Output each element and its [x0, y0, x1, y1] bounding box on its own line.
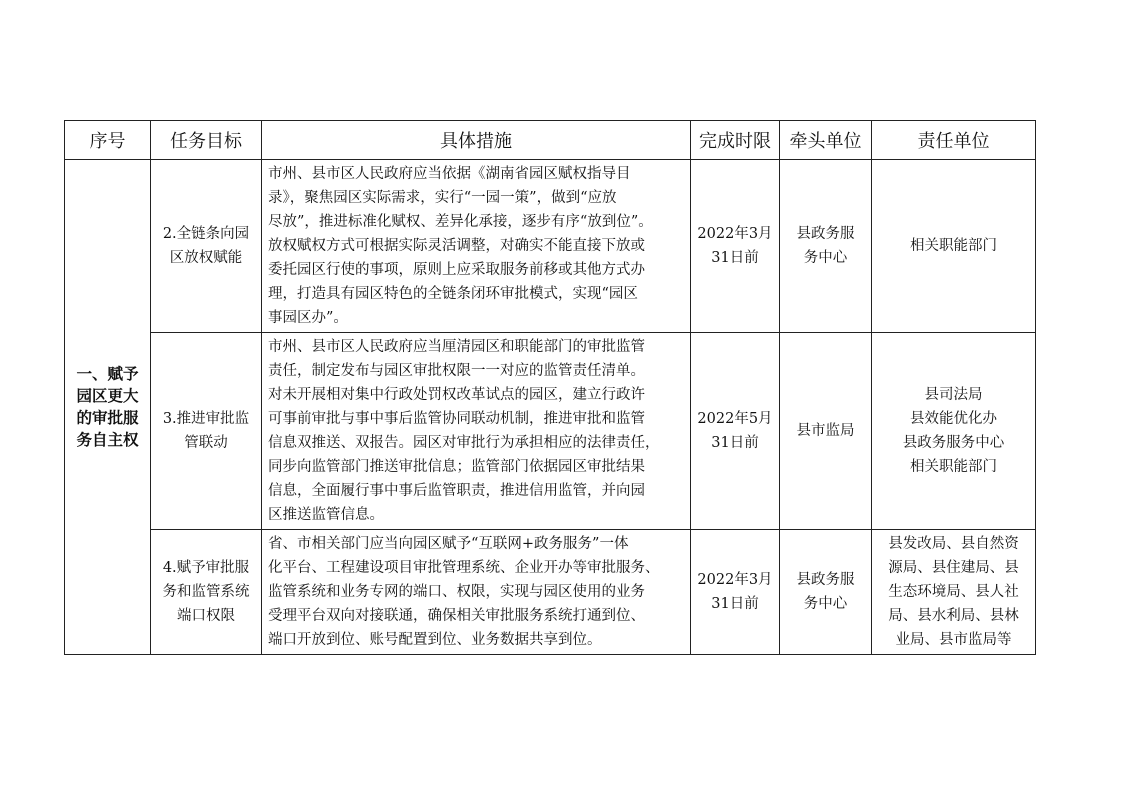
task-measures-line: 受理平台双向对接联通，确保相关审批服务系统打通到位、 [268, 608, 645, 624]
group-label-line: 的审批服 [76, 409, 139, 427]
responsible-unit-line: 相关职能部门 [910, 459, 997, 475]
responsible-unit [872, 530, 1036, 655]
table-row [65, 160, 1036, 333]
lead-unit [780, 160, 872, 333]
responsible-unit-line: 县发改局、县自然资 [888, 536, 1019, 552]
task-measures-line: 化平台、工程建设项目审批管理系统、企业开办等审批服务、 [268, 560, 660, 576]
responsible-unit [872, 333, 1036, 530]
task-goal-line: 2.全链条向园 [162, 226, 250, 242]
lead-unit [780, 333, 872, 530]
task-measures-line: 监管系统和业务专网的端口、权限，实现与园区使用的业务 [268, 584, 645, 600]
header-goal: 任务目标 [151, 121, 262, 160]
responsible-unit-line: 县效能优化办 [910, 411, 997, 427]
task-goal-line: 4.赋予审批服 [162, 560, 250, 576]
task-deadline-line: 2022年3月 [697, 226, 773, 242]
task-deadline [691, 333, 780, 530]
task-measures [262, 160, 691, 333]
task-measures-line: 放权赋权方式可根据实际灵活调整，对确实不能直接下放或 [268, 238, 645, 254]
group-label-line: 园区更大 [76, 387, 139, 405]
responsible-unit [872, 160, 1036, 333]
lead-unit-line: 务中心 [803, 596, 848, 612]
table-row [65, 530, 1036, 655]
header-lead-unit: 牵头单位 [780, 121, 872, 160]
task-measures-line: 事园区办”。 [268, 310, 348, 326]
task-measures-line: 市州、县市区人民政府应当厘清园区和职能部门的审批监管 [268, 339, 645, 355]
header-deadline: 完成时限 [691, 121, 780, 160]
task-goal-line: 务和监管系统 [162, 584, 250, 600]
task-deadline [691, 530, 780, 655]
group-label [65, 160, 151, 655]
task-deadline-line: 31日前 [711, 250, 759, 266]
task-goal [151, 530, 262, 655]
task-measures-line: 尽放”，推进标准化赋权、差异化承接，逐步有序“放到位”。 [268, 214, 653, 230]
task-table [64, 120, 1036, 655]
responsible-unit-line: 业局、县市监局等 [895, 632, 1012, 648]
header-seq: 序号 [65, 121, 151, 160]
task-goal-line: 端口权限 [177, 608, 235, 624]
lead-unit-line: 县政务服 [796, 226, 855, 242]
lead-unit-line: 务中心 [803, 250, 848, 266]
task-measures-line: 市州、县市区人民政府应当依据《湖南省园区赋权指导目 [268, 166, 631, 182]
responsible-unit-line: 县司法局 [924, 387, 983, 403]
task-measures-line: 信息，全面履行事中事后监管职责，推进信用监管，并向园 [268, 483, 645, 499]
responsible-unit-line: 源局、县住建局、县 [888, 560, 1019, 576]
group-label-line: 务自主权 [76, 431, 139, 449]
responsible-unit-line: 县政务服务中心 [902, 435, 1005, 451]
responsible-unit-line: 相关职能部门 [910, 238, 997, 254]
lead-unit-line: 县市监局 [796, 423, 855, 439]
task-measures-line: 区推送监管信息。 [268, 507, 384, 523]
task-goal [151, 333, 262, 530]
header-measures: 具体措施 [262, 121, 691, 160]
task-measures-line: 录》，聚焦园区实际需求，实行“一园一策”，做到“应放 [268, 190, 617, 206]
lead-unit-line: 县政务服 [796, 572, 855, 588]
group-label-line: 一、赋予 [76, 365, 139, 383]
task-measures-line: 可事前审批与事中事后监管协同联动机制，推进审批和监管 [268, 411, 645, 427]
task-deadline-line: 31日前 [711, 435, 759, 451]
task-deadline [691, 160, 780, 333]
task-measures [262, 333, 691, 530]
task-goal-line: 区放权赋能 [169, 250, 243, 266]
header-responsible-unit: 责任单位 [872, 121, 1036, 160]
responsible-unit-line: 局、县水利局、县林 [888, 608, 1019, 624]
task-deadline-line: 31日前 [711, 596, 759, 612]
header-row [65, 121, 1036, 160]
task-measures-line: 理，打造具有园区特色的全链条闭环审批模式，实现“园区 [268, 286, 638, 302]
task-measures-line: 责任，制定发布与园区审批权限一一对应的监管责任清单。 [268, 363, 645, 379]
task-measures-line: 省、市相关部门应当向园区赋予“互联网+政务服务”一体 [268, 536, 629, 552]
task-measures-line: 对未开展相对集中行政处罚权改革试点的园区，建立行政许 [268, 387, 645, 403]
responsible-unit-line: 生态环境局、县人社 [888, 584, 1019, 600]
task-deadline-line: 2022年3月 [697, 572, 773, 588]
task-measures-line: 端口开放到位、账号配置到位、业务数据共享到位。 [268, 632, 602, 648]
table-row [65, 333, 1036, 530]
task-measures-line: 同步向监管部门推送审批信息；监管部门依据园区审批结果 [268, 459, 645, 475]
task-deadline-line: 2022年5月 [697, 411, 773, 427]
lead-unit [780, 530, 872, 655]
task-measures-line: 信息双推送、双报告。园区对审批行为承担相应的法律责任， [268, 435, 660, 451]
task-measures [262, 530, 691, 655]
task-measures-line: 委托园区行使的事项，原则上应采取服务前移或其他方式办 [268, 262, 645, 278]
task-goal [151, 160, 262, 333]
task-goal-line: 3.推进审批监 [162, 411, 250, 427]
task-goal-line: 管联动 [184, 435, 228, 451]
